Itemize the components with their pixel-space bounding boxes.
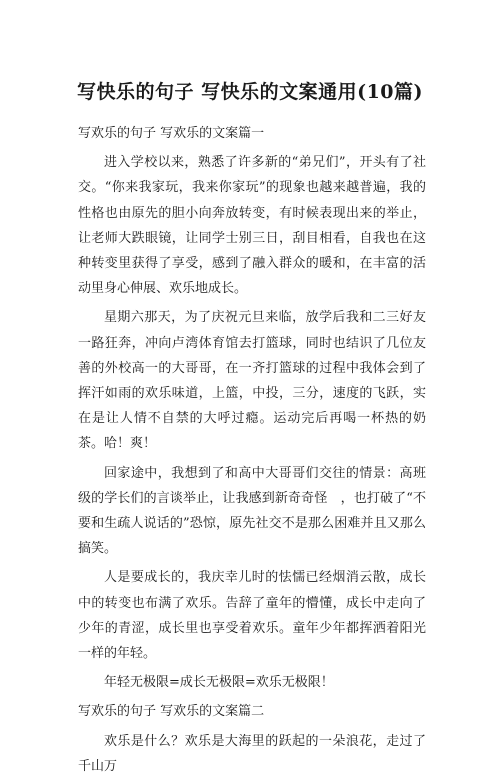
- document-body: [78, 121, 426, 783]
- paragraph-5: 年轻无极限=成长无极限=欢乐无极限！: [104, 675, 334, 691]
- paragraph-6: 欢乐是什么？欢乐是大海里的跃起的一朵浪花，走过了千山万: [78, 733, 426, 774]
- paragraph-1: 进入学校以来，熟悉了许多新的“弟兄们”，开头有了社交。“你来我家玩，我来你家玩”的现象也越来越普遍，我的性格也由原先的胆小向奔放转变，有时候表现出来的举止，让老师大跌眼镜，让同学士别三日，刮目相看，自我也在这种转变里获得了享受，感到了融入群众的暖和，在丰富的活动里身心伸展、欢乐地成长。: [78, 155, 426, 297]
- document-title: 写快乐的句子 写快乐的文案通用(10篇): [76, 81, 424, 103]
- section-heading-2: 写欢乐的句子 写欢乐的文案篇二: [78, 704, 265, 720]
- section-heading-1: 写欢乐的句子 写欢乐的文案篇一: [78, 126, 265, 141]
- paragraph-3: 回家途中，我想到了和高中大哥哥们交往的情景：高班级的学长们的言谈举止，让我感到新奇奇怪 ，也打破了“不要和生疏人说话的”恐惊，原先社交不是那么困难并且又那么搞笑。: [78, 465, 426, 557]
- paragraph-4: 人是要成长的，我庆幸儿时的怯懦已经烟消云散，成长中的转变也布满了欢乐。告辞了童年的懵懂，成长中走向了少年的青涩，成长里也享受着欢乐。童年少年都挥洒着阳光一样的年轻。: [78, 570, 426, 662]
- paragraph-2: 星期六那天，为了庆祝元旦来临，放学后我和二三好友一路狂奔，冲向卢湾体育馆去打篮球，同时也结识了几位友善的外校高一的大哥哥，在一齐打篮球的过程中我体会到了挥汗如雨的欢乐味道，上篮，中投，三分，速度的飞跃，实在是让人情不自禁的大呼过瘾。运动完后再喝一杯热的奶茶。哈！爽！: [78, 310, 426, 452]
